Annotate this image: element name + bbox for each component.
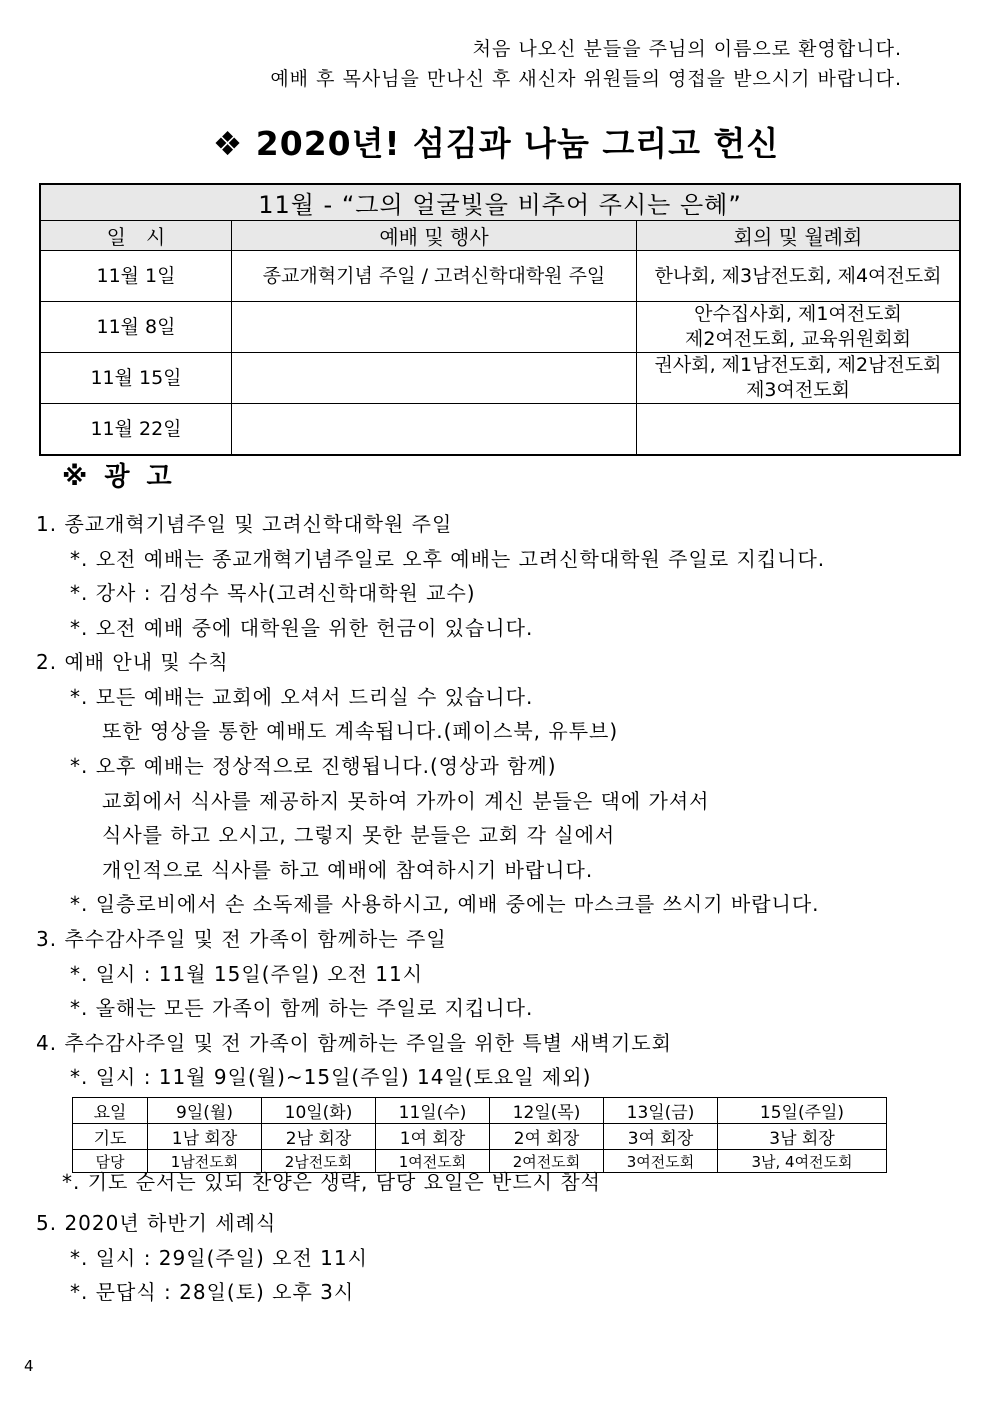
table-cell: 1남 회장 — [148, 1124, 262, 1150]
announcement-heading-2: 2. 예배 안내 및 수칙 — [36, 650, 229, 674]
announcement-continuation: 교회에서 식사를 제공하지 못하여 가까이 계신 분들은 댁에 가셔서 — [102, 789, 710, 813]
announcement-item: *. 문답식 : 28일(토) 오후 3시 — [70, 1280, 355, 1304]
announcement-item: *. 일시 : 29일(주일) 오전 11시 — [70, 1246, 368, 1270]
table-cell: 요일 — [73, 1098, 148, 1124]
announcement-item: *. 오후 예배는 정상적으로 진행됩니다.(영상과 함께) — [70, 754, 557, 778]
announcement-item: *. 기도 순서는 있되 찬양은 생략, 담당 요일은 반드시 참석 — [62, 1170, 601, 1194]
table-cell: 1남전도회 — [148, 1150, 262, 1173]
announcement-item: *. 강사 : 김성수 목사(고려신학대학원 교수) — [70, 581, 476, 605]
announcement-item: *. 일시 : 11월 9일(월)~15일(주일) 14일(토요일 제외) — [70, 1065, 592, 1089]
table-cell: 담당 — [73, 1150, 148, 1173]
table-cell: 9일(월) — [148, 1098, 262, 1124]
table-row — [73, 1124, 887, 1150]
table-cell: 2남전도회 — [262, 1150, 376, 1173]
table-cell: 3여 회장 — [604, 1124, 718, 1150]
table-cell: 12일(목) — [490, 1098, 604, 1124]
welcome-line-2: 예배 후 목사님을 만나신 후 새신자 위원들의 영접을 받으시기 바랍니다. — [270, 68, 902, 90]
table-cell: 기도 — [73, 1124, 148, 1150]
announcement-item: *. 일층로비에서 손 소독제를 사용하시고, 예배 중에는 마스크를 쓰시기 바랍니다. — [70, 892, 820, 916]
schedule-event — [232, 404, 637, 456]
table-cell: 15일(주일) — [718, 1098, 887, 1124]
announcement-heading-1: 1. 종교개혁기념주일 및 고려신학대학원 주일 — [36, 512, 453, 536]
table-row — [40, 353, 960, 404]
announcement-continuation: 식사를 하고 오시고, 그렇지 못한 분들은 교회 각 실에서 — [102, 823, 616, 847]
schedule-event — [232, 353, 637, 404]
header-event: 예배 및 행사 — [232, 221, 637, 251]
announcement-heading-4: 4. 추수감사주일 및 전 가족이 함께하는 주일을 위한 특별 새벽기도회 — [36, 1031, 672, 1055]
table-cell: 3남, 4여전도회 — [718, 1150, 887, 1173]
table-cell: 3남 회장 — [718, 1124, 887, 1150]
schedule-meeting — [637, 302, 961, 353]
table-cell: 2여전도회 — [490, 1150, 604, 1173]
meeting-line: 제3여전도회 — [746, 379, 850, 401]
table-cell: 1여 회장 — [376, 1124, 490, 1150]
meeting-line: 권사회, 제1남전도회, 제2남전도회 — [654, 354, 942, 376]
november-schedule-table — [39, 183, 961, 456]
table-row — [73, 1098, 887, 1124]
schedule-meeting — [637, 353, 961, 404]
announcement-continuation: 또한 영상을 통한 예배도 계속됩니다.(페이스북, 유투브) — [102, 719, 619, 743]
schedule-date: 11월 22일 — [40, 404, 232, 456]
meeting-line: 안수집사회, 제1여전도회 — [694, 303, 902, 325]
schedule-event: 종교개혁기념 주일 / 고려신학대학원 주일 — [232, 251, 637, 302]
page-number: 4 — [24, 1357, 34, 1375]
welcome-message — [270, 34, 902, 94]
welcome-line-1: 처음 나오신 분들을 주님의 이름으로 환영합니다. — [472, 38, 902, 60]
table-row — [40, 251, 960, 302]
announcement-item: *. 오전 예배 중에 대학원을 위한 헌금이 있습니다. — [70, 616, 534, 640]
table-row — [40, 302, 960, 353]
header-date: 일 시 — [40, 221, 232, 251]
schedule-date: 11월 1일 — [40, 251, 232, 302]
schedule-month-title: 11월 - “그의 얼굴빛을 비추어 주시는 은혜” — [40, 184, 960, 221]
schedule-meeting — [637, 251, 961, 302]
table-cell: 2남 회장 — [262, 1124, 376, 1150]
announcement-item: *. 올해는 모든 가족이 함께 하는 주일로 지킵니다. — [70, 996, 534, 1020]
table-cell: 10일(화) — [262, 1098, 376, 1124]
announcement-heading-5: 5. 2020년 하반기 세례식 — [36, 1211, 277, 1235]
schedule-date: 11월 15일 — [40, 353, 232, 404]
table-cell: 11일(수) — [376, 1098, 490, 1124]
announcements-heading: ※ 광 고 — [62, 462, 176, 492]
schedule-meeting — [637, 404, 961, 456]
table-cell: 2여 회장 — [490, 1124, 604, 1150]
header-meeting: 회의 및 월례회 — [637, 221, 961, 251]
meeting-line: 제2여전도회, 교육위원회회 — [684, 328, 912, 350]
table-cell: 13일(금) — [604, 1098, 718, 1124]
meeting-line: 한나회, 제3남전도회, 제4여전도회 — [654, 264, 942, 287]
table-row — [40, 404, 960, 456]
announcement-item: *. 일시 : 11월 15일(주일) 오전 11시 — [70, 962, 424, 986]
table-cell: 3여전도회 — [604, 1150, 718, 1173]
schedule-event — [232, 302, 637, 353]
schedule-date: 11월 8일 — [40, 302, 232, 353]
table-cell: 1여전도회 — [376, 1150, 490, 1173]
announcement-continuation: 개인적으로 식사를 하고 예배에 참여하시기 바랍니다. — [102, 858, 594, 882]
announcement-heading-3: 3. 추수감사주일 및 전 가족이 함께하는 주일 — [36, 927, 447, 951]
page-title: ❖ 2020년! 섬김과 나눔 그리고 헌신 — [212, 124, 780, 163]
announcement-item: *. 모든 예배는 교회에 오셔서 드리실 수 있습니다. — [70, 685, 534, 709]
prayer-schedule-table — [72, 1097, 887, 1173]
announcement-item: *. 오전 예배는 종교개혁기념주일로 오후 예배는 고려신학대학원 주일로 지킵니다. — [70, 547, 826, 571]
